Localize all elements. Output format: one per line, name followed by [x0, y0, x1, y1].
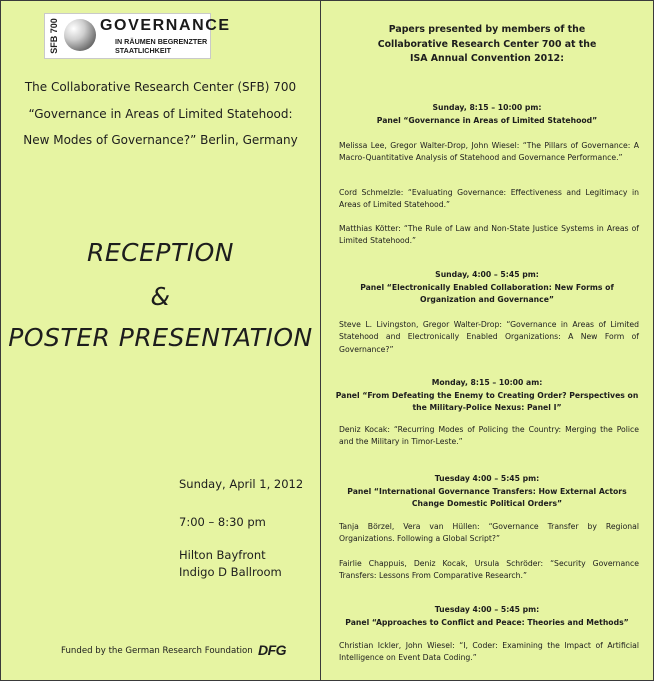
panel-heading — [335, 269, 639, 307]
paper-entry: Steve L. Livingston, Gregor Walter-Drop: “Governance in Areas of Limited Statehood and Electronically Enabled Organizations: A New Form of Governance?” — [339, 320, 639, 354]
title-poster-presentation: POSTER PRESENTATION — [8, 323, 313, 352]
org-line-2: “Governance in Areas of Limited Statehood: — [28, 107, 293, 121]
logo-subtitle-line2: STAATLICHKEIT — [115, 46, 172, 55]
funding-note: Funded by the German Research Foundation — [61, 646, 253, 656]
panel-title: Organization and Governance” — [420, 295, 554, 305]
logo-sfb-label — [48, 16, 60, 56]
title-reception: RECEPTION — [86, 238, 235, 267]
panel-title: Panel “From Defeating the Enemy to Creating Order? Perspectives on — [335, 390, 639, 400]
paper-entry: Deniz Kocak: “Recurring Modes of Policing the Country: Merging the Police and the Military in Timor-Leste.” — [339, 425, 639, 447]
logo-subtitle-line1: IN RÄUMEN BEGRENZTER — [115, 37, 208, 46]
panel-time: Monday, 8:15 – 10:00 am: — [431, 378, 543, 387]
paper-entry: Tanja Börzel, Vera van Hüllen: “Governance Transfer by Regional Organizations. Following a Global Script?” — [339, 522, 639, 544]
title-ampersand: & — [150, 282, 171, 311]
paper-entry: Cord Schmelzle: “Evaluating Governance: Effectiveness and Legitimacy in Areas of Limited Statehood.” — [339, 188, 639, 210]
panel-title: Panel “Electronically Enabled Collaboration: New Forms of — [360, 282, 614, 292]
panel-title: Panel “Approaches to Conflict and Peace: Theories and Methods” — [345, 617, 629, 627]
governance-logo — [44, 13, 231, 59]
panel-heading — [335, 604, 639, 629]
panel-time: Tuesday 4:00 – 5:45 pm: — [434, 605, 540, 614]
logo-title: GOVERNANCE — [100, 17, 231, 34]
org-line-3: New Modes of Governance?” Berlin, Germany — [23, 133, 298, 147]
panel-time: Sunday, 8:15 – 10:00 pm: — [432, 103, 542, 112]
left-panel — [1, 1, 320, 680]
event-time: 7:00 – 8:30 pm — [179, 515, 266, 529]
globe-icon — [64, 19, 96, 51]
panel-heading — [335, 377, 639, 415]
panel-time: Tuesday 4:00 – 5:45 pm: — [434, 474, 540, 483]
papers-heading-line3: ISA Annual Convention 2012: — [410, 53, 564, 64]
papers-heading — [321, 23, 653, 67]
panel-title: the Military-Police Nexus: Panel I” — [412, 403, 562, 413]
dfg-logo: DFG — [258, 642, 287, 658]
paper-entry: Christian Ickler, John Wiesel: “I, Coder: Examining the Impact of Artificial Intelligence on Event Data Coding.” — [339, 641, 639, 663]
paper-entry: Matthias Kötter: “The Rule of Law and Non-State Justice Systems in Areas of Limited Statehood.” — [339, 224, 639, 246]
panel-title: Change Domestic Political Orders” — [411, 499, 563, 509]
panel-title: Panel “International Governance Transfers: How External Actors — [347, 486, 627, 496]
event-room: Indigo D Ballroom — [179, 565, 282, 579]
event-date: Sunday, April 1, 2012 — [179, 477, 304, 491]
panel-heading — [335, 102, 639, 127]
right-panel — [321, 1, 653, 680]
org-line-1: The Collaborative Research Center (SFB) 700 — [24, 80, 297, 94]
panel-heading — [335, 473, 639, 511]
paper-entry: Melissa Lee, Gregor Walter-Drop, John Wiesel: “The Pillars of Governance: A Macro-Quantitative Analysis of Statehood and Governance Performance.” — [339, 141, 639, 163]
panel-title: Panel “Governance in Areas of Limited Statehood” — [376, 115, 598, 125]
panel-time: Sunday, 4:00 – 5:45 pm: — [435, 270, 539, 279]
logo-sfb-text: SFB 700 — [49, 18, 59, 54]
papers-heading-line2: Collaborative Research Center 700 at the — [377, 38, 597, 50]
papers-heading-line1: Papers presented by members of the — [388, 24, 586, 35]
paper-entry: Fairlie Chappuis, Deniz Kocak, Ursula Schröder: “Security Governance Transfers: Lessons From Comparative Research.” — [339, 559, 639, 581]
event-venue: Hilton Bayfront — [179, 548, 266, 562]
